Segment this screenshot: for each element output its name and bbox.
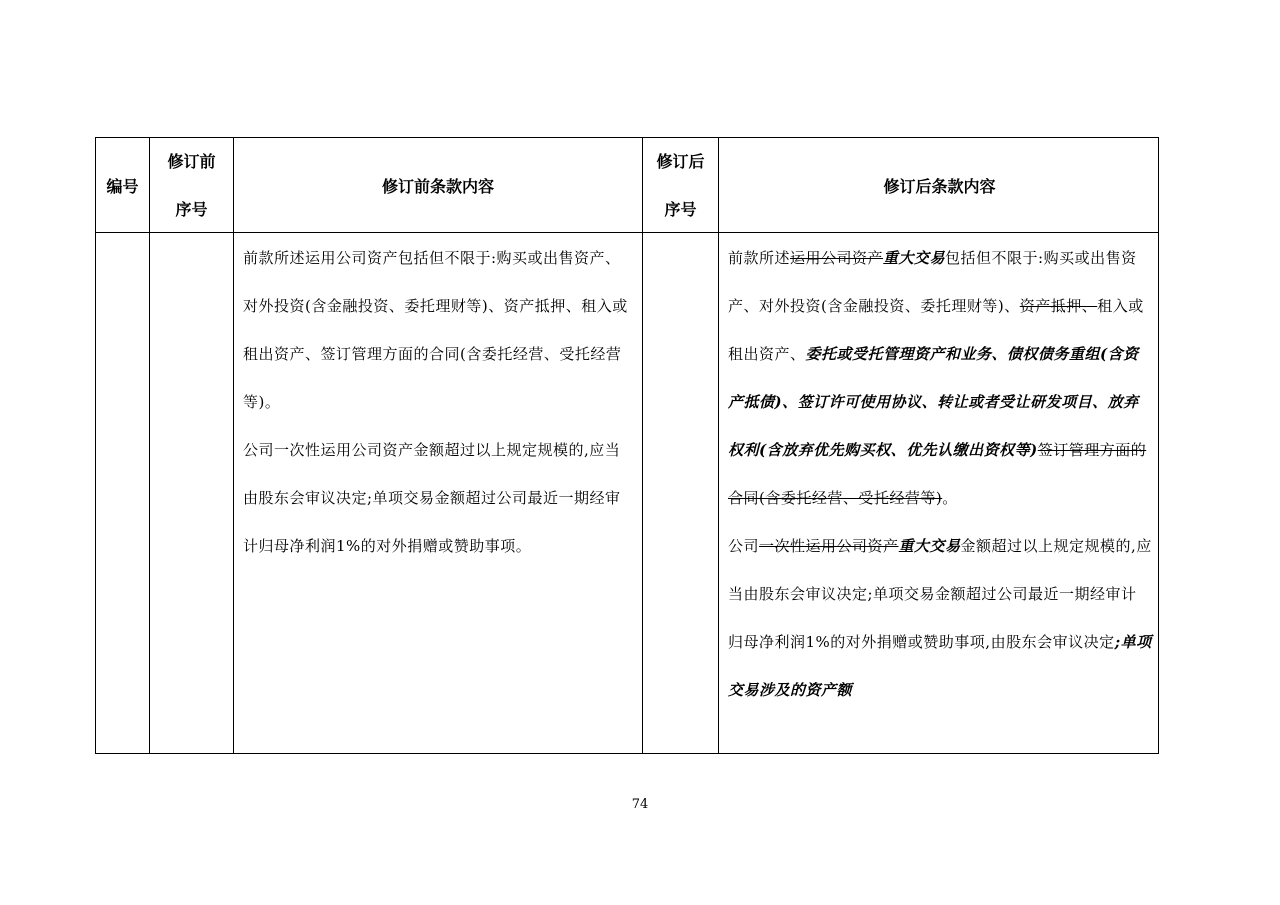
after-paragraph-2 <box>728 522 1152 714</box>
column-divider <box>233 138 234 753</box>
plain-text: 包括但不限于:购买或出售资产、对外投资(含金融投资、委托理财等)、 <box>728 249 1137 315</box>
header-no: 编号 <box>106 177 139 196</box>
header-before-seq-line1: 修订前 <box>167 152 216 171</box>
deleted-text: 运用公司资产 <box>790 249 884 267</box>
header-before-content: 修订前条款内容 <box>381 177 494 196</box>
before-paragraph-1: 前款所述运用公司资产包括但不限于:购买或出售资产、对外投资(含金融投资、委托理财等)、资产抵押、租入或租出资产、签订管理方面的合同(含委托经营、受托经营等)。 <box>243 249 628 411</box>
header-after-seq-line1: 修订后 <box>656 152 705 171</box>
plain-text: 租入或租出资产、 <box>728 297 1144 363</box>
deleted-text: 签订管理方面的合同(含委托经营、受托经营等) <box>728 441 1147 507</box>
deleted-text: 资产抵押、 <box>1019 297 1098 315</box>
inserted-text: 重大交易 <box>883 249 946 267</box>
plain-text: 金额超过以上规定规模的,应当由股东会审议决定;单项交易金额超过公司最近一期经审计归母净利润1%的对外捐赠或赞助事项,由股东会审议决定 <box>728 537 1152 651</box>
header-before-seq-line2: 序号 <box>175 200 208 219</box>
before-paragraph-2: 公司一次性运用公司资产金额超过以上规定规模的,应当由股东会审议决定;单项交易金额超过公司最近一期经审计归母净利润1%的对外捐赠或赞助事项。 <box>243 441 621 555</box>
plain-text: 公司 <box>728 537 760 555</box>
plain-text: 。 <box>942 489 958 507</box>
inserted-text: 委托或受托管理资产和业务、债权债务重组(含资产抵债)、签订许可使用协议、转让或者受让研发项目、放弃权利(含放弃优先购买权、优先认缴出资权等) <box>728 345 1139 459</box>
after-paragraph-1 <box>728 234 1152 522</box>
deleted-text: 一次性运用公司资产 <box>759 537 899 555</box>
plain-text: 前款所述 <box>728 249 791 267</box>
column-divider <box>718 138 719 753</box>
header-before-seq <box>150 138 233 234</box>
header-after-seq <box>643 138 718 234</box>
header-after-seq-line2: 序号 <box>664 200 697 219</box>
before-content-cell <box>243 234 635 570</box>
header-divider <box>96 232 1158 233</box>
inserted-text: 重大交易 <box>898 537 961 555</box>
after-content-cell <box>728 234 1152 714</box>
inserted-text: ;单项交易涉及的资产额 <box>728 633 1152 699</box>
revision-comparison-table <box>95 137 1159 754</box>
page-number: 74 <box>631 797 649 812</box>
header-after-content: 修订后条款内容 <box>883 177 996 196</box>
